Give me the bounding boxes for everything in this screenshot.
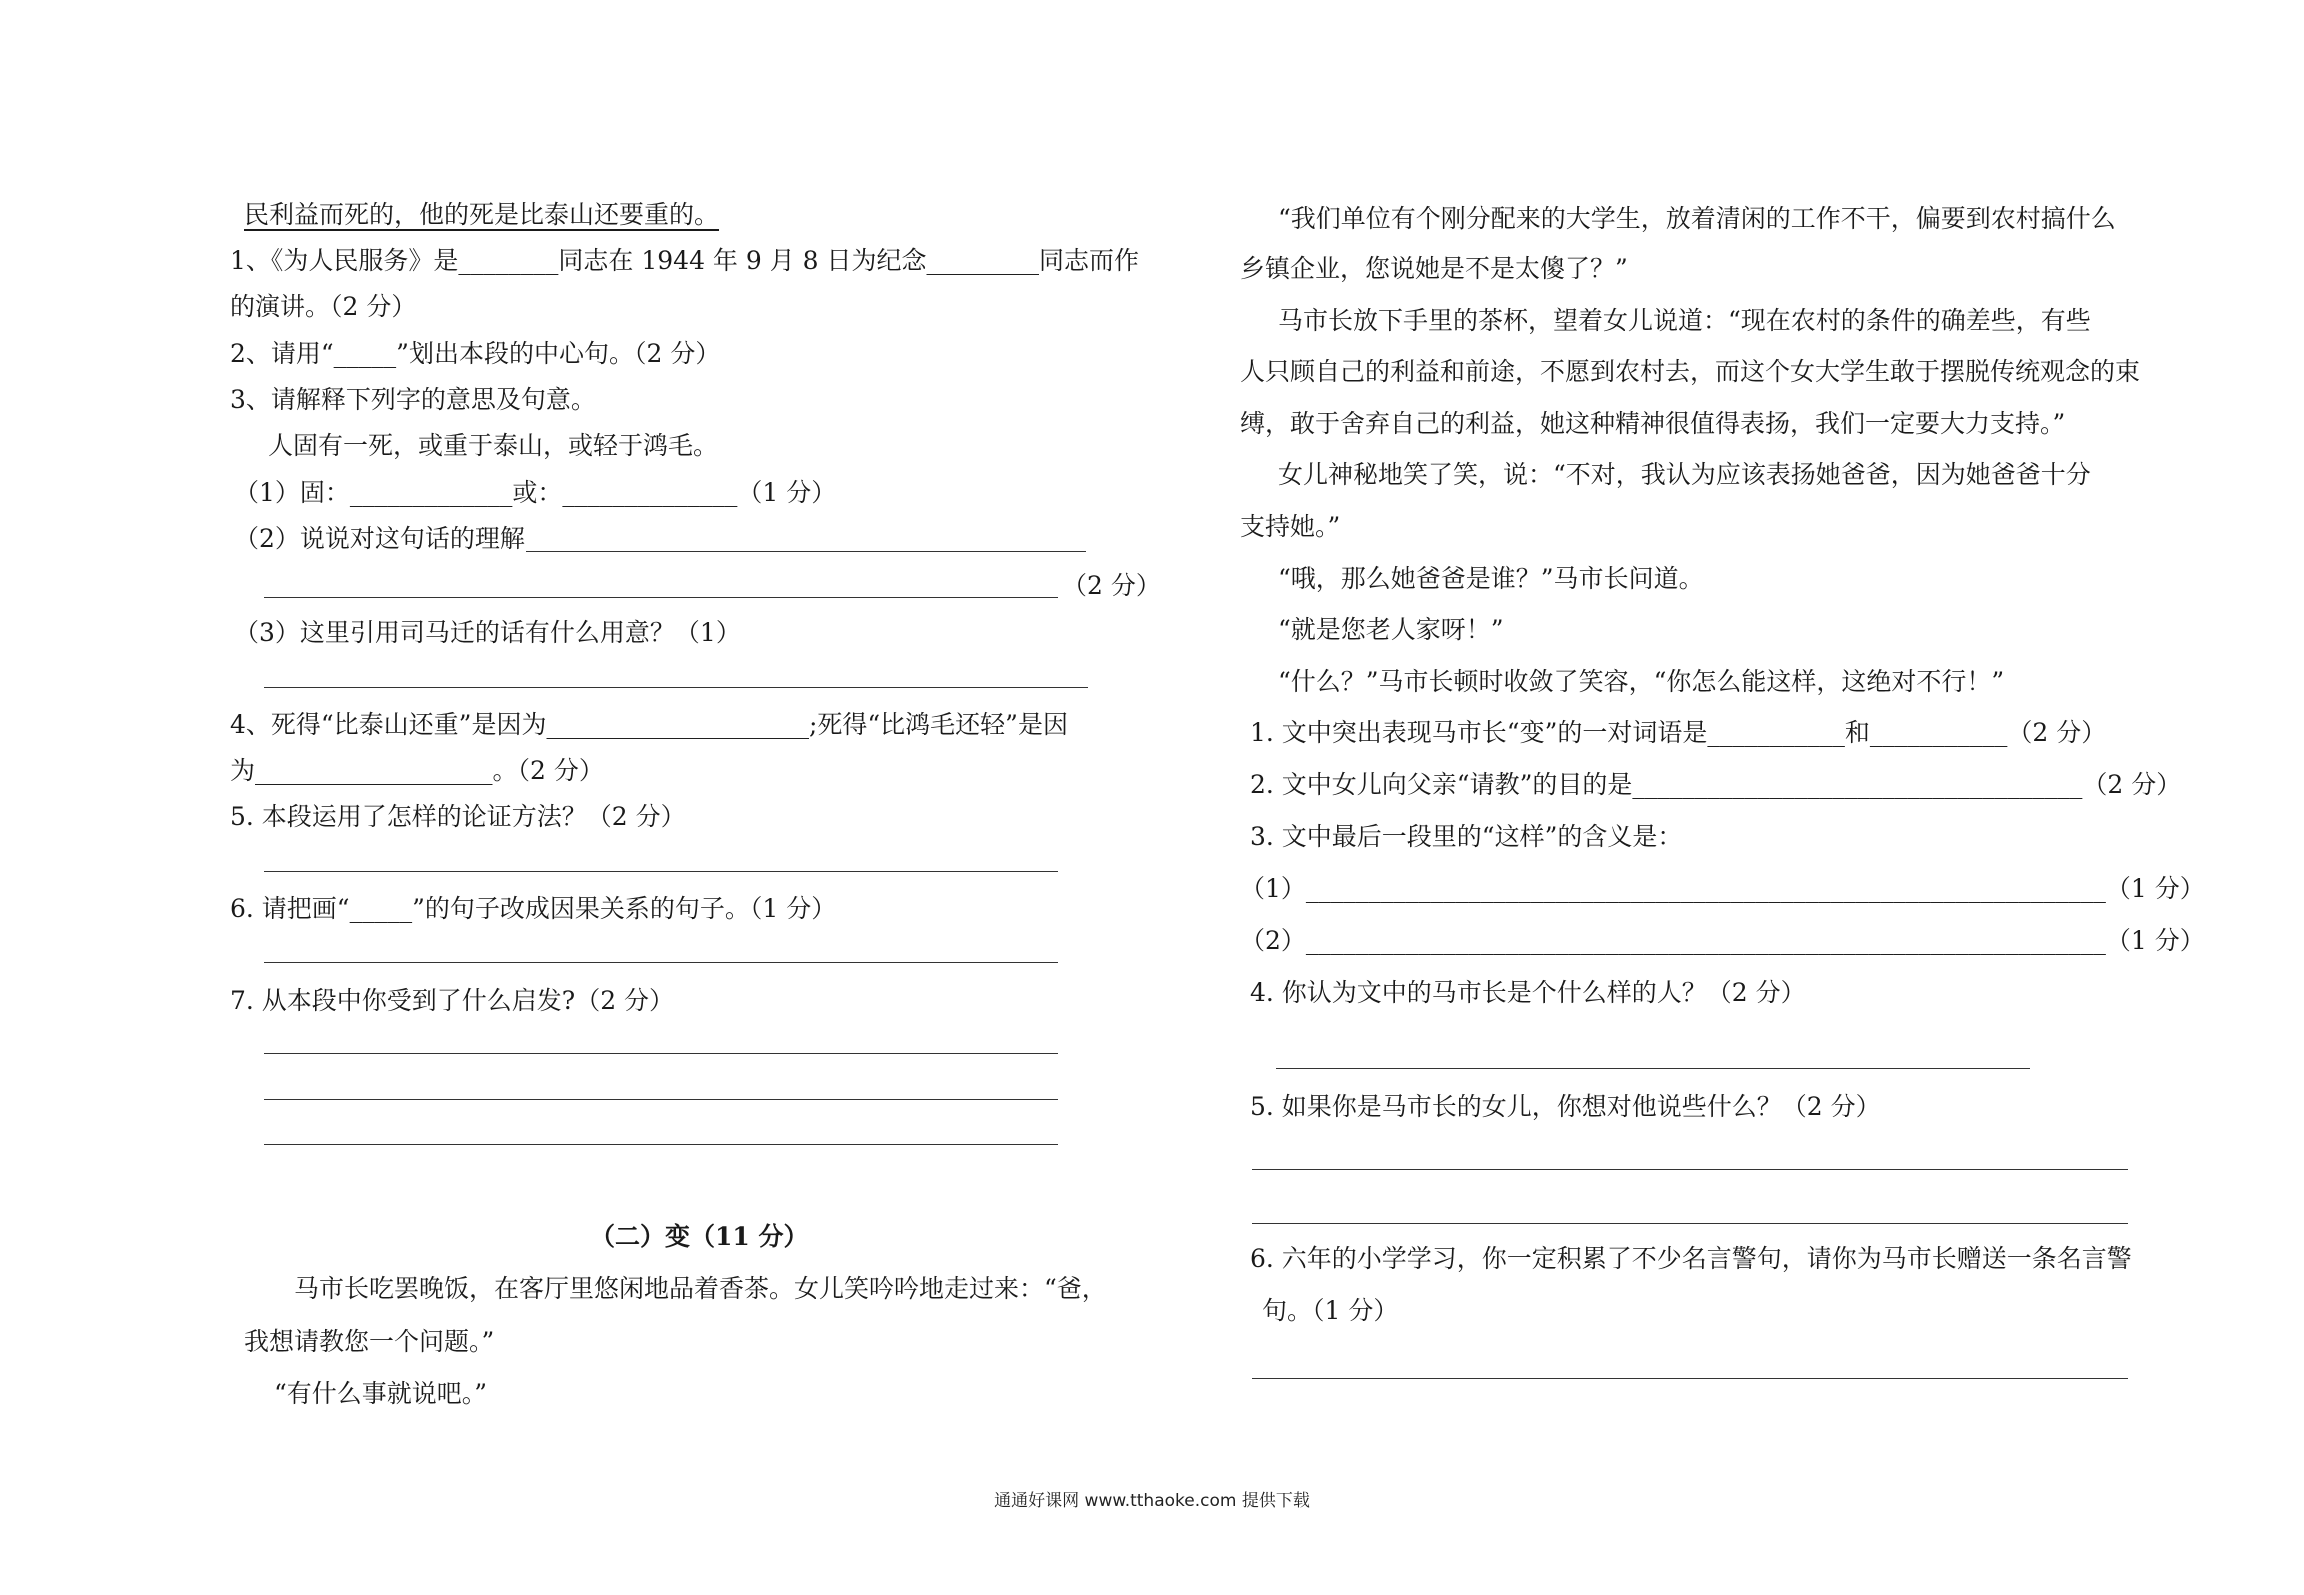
page-footer: 通通好课网 www.tthaoke.com 提供下载 bbox=[994, 1491, 1310, 1511]
story-paragraph-6: “哦，那么她爸爸是谁？”马市长问道。 bbox=[1278, 564, 1704, 593]
right-question-1: 1. 文中突出表现马市长“变”的一对词语是___________和___________（2 分） bbox=[1250, 718, 2107, 747]
story-paragraph-3-line-2: 乡镇企业，您说她是不是太傻了？” bbox=[1240, 254, 1628, 283]
story-paragraph-8: “什么？”马市长顿时收敛了笑容，“你怎么能这样，这绝对不行！” bbox=[1278, 667, 2005, 696]
story-paragraph-2: “有什么事就说吧。” bbox=[274, 1379, 488, 1408]
question-1-line-2: 的演讲。（2 分） bbox=[230, 292, 417, 321]
question-3: 3、请解释下列字的意思及句意。 bbox=[230, 385, 596, 414]
question-3-2: （2）说说对这句话的理解 bbox=[234, 524, 525, 553]
question-3-2-score: （2 分） bbox=[1062, 571, 1161, 600]
right-question-3: 3. 文中最后一段里的“这样”的含义是： bbox=[1250, 822, 1683, 851]
answer-line bbox=[264, 597, 1058, 598]
quote-sentence: 人固有一死，或重于泰山，或轻于鸿毛。 bbox=[268, 431, 719, 460]
question-1-line-1: 1、《为人民服务》是________同志在 1944 年 9 月 8 日为纪念_________同志而作 bbox=[230, 246, 1140, 275]
answer-line bbox=[264, 1099, 1058, 1100]
answer-line bbox=[264, 1144, 1058, 1145]
story-paragraph-5-line-2: 支持她。” bbox=[1240, 512, 1341, 541]
right-question-6-line-1: 6. 六年的小学学习，你一定积累了不少名言警句，请你为马市长赠送一条名言警 bbox=[1250, 1244, 2132, 1273]
story-paragraph-4-line-2: 人只顾自己的利益和前途，不愿到农村去，而这个女大学生敢于摆脱传统观念的束 bbox=[1240, 357, 2141, 386]
story-paragraph-4-line-3: 缚，敢于舍弃自己的利益，她这种精神很值得表扬，我们一定要大力支持。” bbox=[1240, 409, 2066, 438]
right-question-4: 4. 你认为文中的马市长是个什么样的人？（2 分） bbox=[1250, 978, 1806, 1007]
answer-line bbox=[1252, 1223, 2128, 1224]
question-3-1: （1）固：_____________或：______________（1 分） bbox=[234, 478, 837, 507]
answer-line bbox=[526, 551, 1086, 552]
answer-line bbox=[1252, 1169, 2128, 1170]
answer-line bbox=[264, 962, 1058, 963]
question-3-3: （3）这里引用司马迁的话有什么用意？（1） bbox=[234, 618, 741, 647]
story-paragraph-1-line-2: 我想请教您一个问题。” bbox=[244, 1327, 495, 1356]
section-heading: （二）变（11 分） bbox=[590, 1222, 809, 1251]
answer-line bbox=[1276, 1068, 2030, 1069]
answer-line bbox=[264, 1053, 1058, 1054]
right-question-5: 5. 如果你是马市长的女儿，你想对他说些什么？（2 分） bbox=[1250, 1092, 1881, 1121]
answer-line bbox=[264, 687, 1088, 688]
story-paragraph-5-line-1: 女儿神秘地笑了笑，说：“不对，我认为应该表扬她爸爸，因为她爸爸十分 bbox=[1278, 460, 2091, 489]
answer-line bbox=[1252, 1378, 2128, 1379]
story-paragraph-3-line-1: “我们单位有个刚分配来的大学生，放着清闲的工作不干，偏要到农村搞什么 bbox=[1278, 204, 2116, 233]
story-paragraph-1-line-1: 马市长吃罢晚饭，在客厅里悠闲地品着香茶。女儿笑吟吟地走过来：“爸， bbox=[294, 1274, 1107, 1303]
intro-line: 民利益而死的，他的死是比泰山还要重的。 bbox=[244, 200, 720, 229]
question-2: 2、请用“_____”划出本段的中心句。（2 分） bbox=[230, 339, 721, 368]
story-paragraph-4-line-1: 马市长放下手里的茶杯，望着女儿说道：“现在农村的条件的确差些，有些 bbox=[1278, 306, 2091, 335]
right-question-3-2: （2）________________________________________________________________（1 分） bbox=[1240, 926, 2205, 955]
question-4-line-2: 为___________________。（2 分） bbox=[230, 756, 604, 785]
answer-line bbox=[264, 871, 1058, 872]
question-6: 6. 请把画“_____”的句子改成因果关系的句子。（1 分） bbox=[230, 894, 837, 923]
question-5: 5. 本段运用了怎样的论证方法？（2 分） bbox=[230, 802, 686, 831]
right-question-2: 2. 文中女儿向父亲“请教”的目的是____________________________________（2 分） bbox=[1250, 770, 2182, 799]
right-question-3-1: （1）________________________________________________________________（1 分） bbox=[1240, 874, 2205, 903]
story-paragraph-7: “就是您老人家呀！” bbox=[1278, 615, 1504, 644]
question-7: 7. 从本段中你受到了什么启发?（2 分） bbox=[230, 986, 675, 1015]
question-4-line-1: 4、死得“比泰山还重”是因为_____________________;死得“比鸿毛还轻”是因 bbox=[230, 710, 1068, 739]
right-question-6-line-2: 句。（1 分） bbox=[1262, 1296, 1399, 1325]
